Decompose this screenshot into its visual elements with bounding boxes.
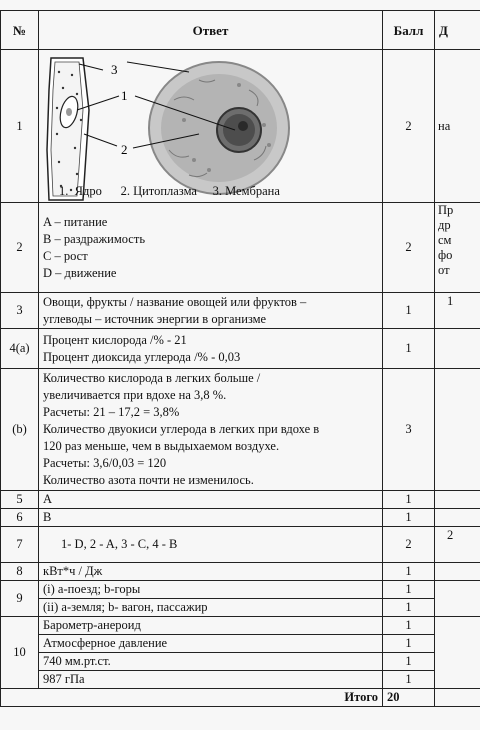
row-answer: (ii) a-земля; b- вагон, пассажир bbox=[39, 599, 383, 617]
plant-cell-drawing bbox=[47, 58, 89, 200]
row-num: 6 bbox=[1, 509, 39, 527]
row-answer: (i) a-поезд; b-горы bbox=[39, 581, 383, 599]
row-answer: 740 мм.рт.ст. bbox=[39, 653, 383, 671]
row-9a bbox=[1, 581, 480, 599]
header-extra: Д bbox=[435, 11, 480, 50]
row-score: 2 bbox=[383, 203, 435, 293]
row-extra bbox=[435, 329, 480, 369]
row-answer bbox=[39, 203, 383, 293]
row-9b bbox=[1, 599, 480, 617]
row-num: 2 bbox=[1, 203, 39, 293]
total-value: 20 bbox=[383, 689, 435, 707]
row-10c bbox=[1, 653, 480, 671]
answer-line: 120 раз меньше, чем в выдыхаемом воздухе. bbox=[43, 439, 280, 453]
answer-line: Количество кислорода в легких больше / bbox=[43, 371, 261, 385]
row-num: 8 bbox=[1, 563, 39, 581]
row-1 bbox=[1, 50, 480, 203]
total-label: Итого bbox=[1, 689, 383, 707]
row-score: 1 bbox=[383, 563, 435, 581]
row-3 bbox=[1, 293, 480, 329]
row-num: 4(a) bbox=[1, 329, 39, 369]
row-extra bbox=[435, 689, 480, 707]
row-score: 1 bbox=[383, 329, 435, 369]
answer-line: Расчеты: 21 – 17,2 = 3,8% bbox=[43, 405, 180, 419]
row-answer: Барометр-анероид bbox=[39, 617, 383, 635]
row-answer: B bbox=[39, 509, 383, 527]
row-answer: A bbox=[39, 491, 383, 509]
row-score: 1 bbox=[383, 509, 435, 527]
cell-diagram bbox=[39, 50, 383, 202]
row-num: 9 bbox=[1, 581, 39, 617]
label-1: 1 bbox=[121, 88, 128, 103]
row-score: 2 bbox=[383, 50, 435, 203]
row-score: 1 bbox=[383, 491, 435, 509]
figure-caption: 1. Ядро 2. Цитоплазма 3. Мембрана bbox=[59, 184, 280, 198]
answer-line: Количество азота почти не изменилось. bbox=[43, 473, 254, 487]
answer-line: Процент диоксида углерода /% - 0,03 bbox=[43, 349, 241, 364]
row-score: 3 bbox=[383, 369, 435, 491]
row-num: (b) bbox=[1, 369, 39, 491]
header-answer: Ответ bbox=[39, 11, 383, 50]
row-answer: кВт*ч / Дж bbox=[39, 563, 383, 581]
answer-line: Количество двуокиси углерода в легких при вдохе в bbox=[43, 422, 320, 436]
label-3: 3 bbox=[111, 62, 118, 77]
row-extra bbox=[435, 203, 480, 293]
row-score: 1 bbox=[383, 653, 435, 671]
answer-line: C – рост bbox=[43, 248, 88, 263]
row-10a bbox=[1, 617, 480, 635]
row-score: 2 bbox=[383, 527, 435, 563]
row-10b bbox=[1, 635, 480, 653]
header-score: Балл bbox=[383, 11, 435, 50]
row-7 bbox=[1, 527, 480, 563]
row-6 bbox=[1, 509, 480, 527]
total-row bbox=[1, 689, 480, 707]
answer-line: D – движение bbox=[43, 265, 117, 280]
extra-line: см bbox=[438, 233, 452, 247]
row-score: 1 bbox=[383, 671, 435, 689]
row-num: 3 bbox=[1, 293, 39, 329]
row-score: 1 bbox=[383, 617, 435, 635]
row-extra: на bbox=[435, 50, 480, 203]
row-2 bbox=[1, 203, 480, 293]
row-extra bbox=[435, 563, 480, 581]
row-num: 1 bbox=[1, 50, 39, 203]
row-num: 5 bbox=[1, 491, 39, 509]
row-extra: 2 bbox=[435, 527, 480, 563]
row-score: 1 bbox=[383, 293, 435, 329]
row-8 bbox=[1, 563, 480, 581]
answer-line: B – раздражимость bbox=[43, 231, 146, 246]
row-extra bbox=[435, 369, 480, 491]
extra-line: Пр bbox=[438, 203, 454, 217]
row-answer bbox=[39, 369, 383, 491]
cell-figure bbox=[39, 50, 383, 203]
row-extra bbox=[435, 581, 480, 617]
row-answer: 987 гПа bbox=[39, 671, 383, 689]
row-4a bbox=[1, 329, 480, 369]
row-answer bbox=[39, 293, 383, 329]
row-extra bbox=[435, 509, 480, 527]
row-answer: Атмосферное давление bbox=[39, 635, 383, 653]
answer-line: Расчеты: 3,6/0,03 = 120 bbox=[43, 456, 167, 470]
extra-line: др bbox=[438, 218, 451, 232]
answer-line: Процент кислорода /% - 21 bbox=[43, 332, 187, 347]
answer-line: углеводы – источник энергии в организме bbox=[43, 311, 267, 326]
row-score: 1 bbox=[383, 635, 435, 653]
row-score: 1 bbox=[383, 599, 435, 617]
row-extra bbox=[435, 617, 480, 689]
label-2: 2 bbox=[121, 142, 128, 157]
row-answer bbox=[39, 329, 383, 369]
header-row bbox=[1, 11, 480, 50]
row-score: 1 bbox=[383, 581, 435, 599]
row-5 bbox=[1, 491, 480, 509]
answer-table bbox=[0, 10, 480, 707]
row-num: 10 bbox=[1, 617, 39, 689]
row-10d bbox=[1, 671, 480, 689]
animal-cell-drawing bbox=[149, 62, 289, 194]
answer-line: A – питание bbox=[43, 214, 108, 229]
header-num: № bbox=[1, 11, 39, 50]
answer-line: Овощи, фрукты / название овощей или фруктов – bbox=[43, 294, 307, 309]
answer-line: увеличивается при вдохе на 3,8 %. bbox=[43, 388, 227, 402]
row-extra: 1 bbox=[435, 293, 480, 329]
row-extra bbox=[435, 491, 480, 509]
row-4b bbox=[1, 369, 480, 491]
row-answer: 1- D, 2 - A, 3 - C, 4 - B bbox=[39, 527, 383, 563]
row-num: 7 bbox=[1, 527, 39, 563]
extra-line: фо bbox=[438, 248, 453, 262]
extra-line: от bbox=[438, 263, 450, 277]
